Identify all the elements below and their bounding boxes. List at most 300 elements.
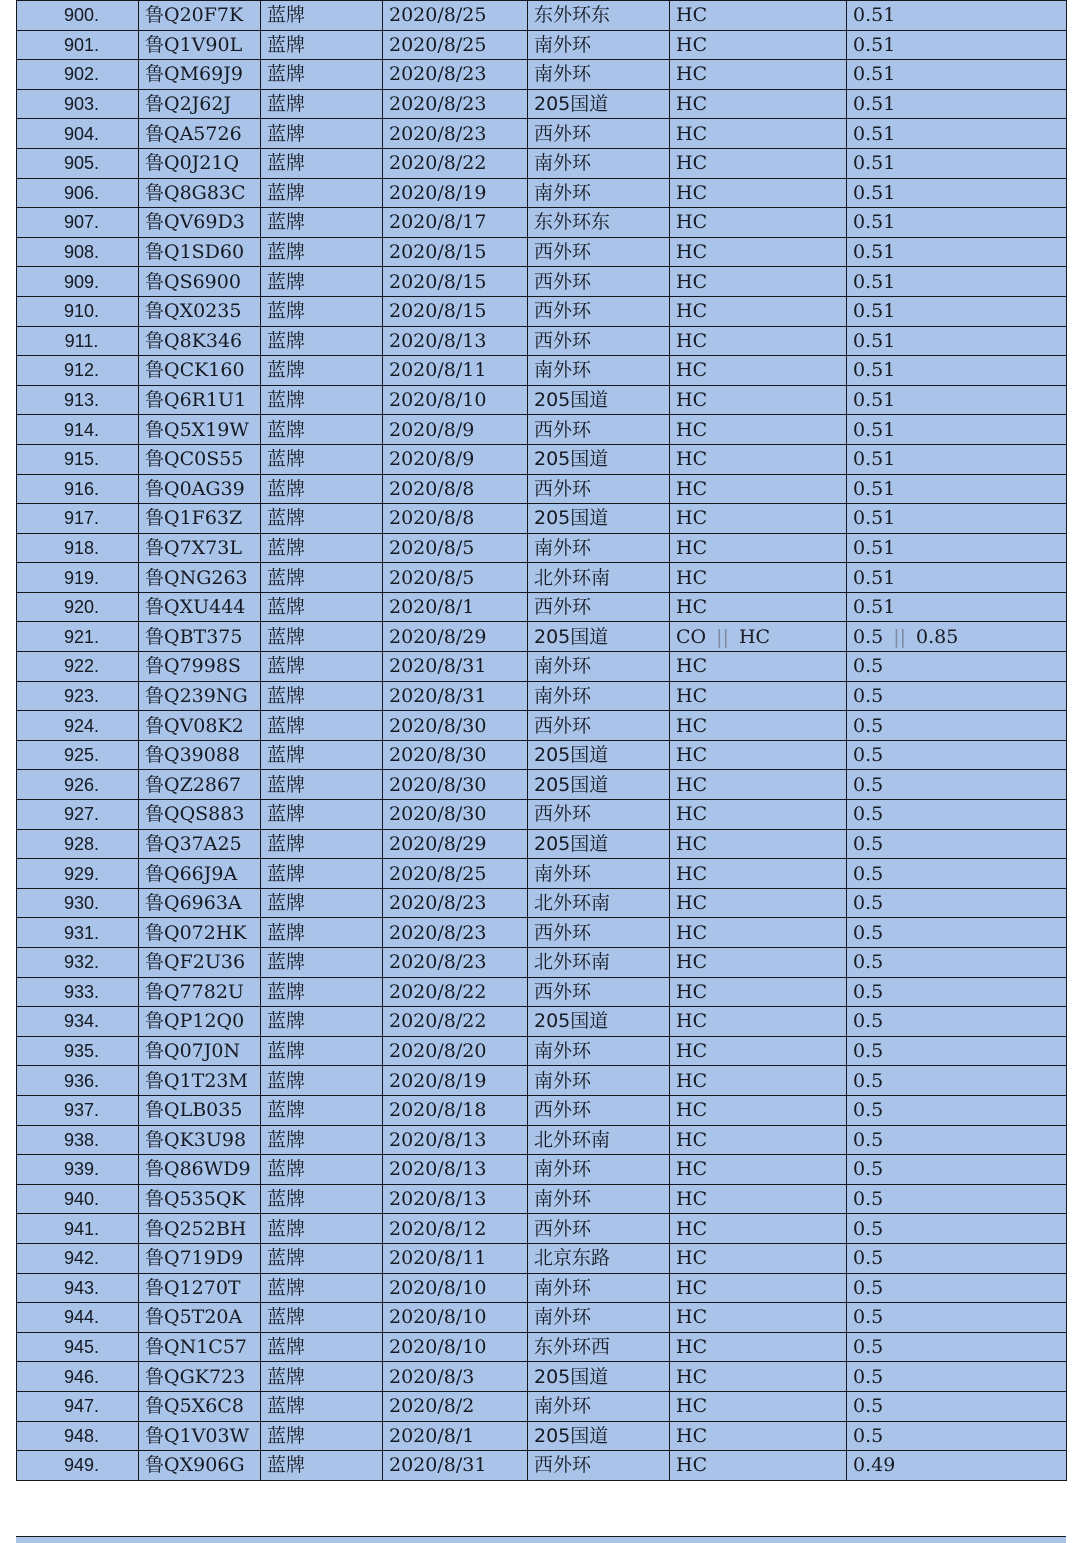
measured-value: 0.5	[847, 1303, 1067, 1333]
plate-number: 鲁Q252BH	[139, 1214, 261, 1244]
table-row	[17, 178, 1067, 208]
row-number: 925.	[17, 740, 139, 770]
pollutant: HC	[670, 829, 847, 859]
table-row	[17, 1421, 1067, 1451]
measured-value: 0.51	[847, 415, 1067, 445]
plate-number: 鲁Q1T23M	[139, 1066, 261, 1096]
plate-number: 鲁QX0235	[139, 296, 261, 326]
row-number: 934.	[17, 1007, 139, 1037]
plate-number: 鲁QLB035	[139, 1095, 261, 1125]
row-number: 944.	[17, 1303, 139, 1333]
plate-category: 蓝牌	[261, 119, 383, 149]
plate-category: 蓝牌	[261, 800, 383, 830]
road-location: 205国道	[528, 1421, 670, 1451]
plate-category: 蓝牌	[261, 237, 383, 267]
pollutant: HC	[670, 1332, 847, 1362]
pollutant: HC	[670, 770, 847, 800]
measured-value: 0.5	[847, 740, 1067, 770]
table-row	[17, 60, 1067, 90]
pollutant: HC	[670, 888, 847, 918]
row-number: 939.	[17, 1155, 139, 1185]
road-location: 南外环	[528, 30, 670, 60]
pollutant: HC	[670, 1451, 847, 1481]
detection-date: 2020/8/31	[383, 652, 528, 682]
measured-value: 0.5	[847, 948, 1067, 978]
road-location: 西外环	[528, 977, 670, 1007]
plate-number: 鲁Q7X73L	[139, 533, 261, 563]
plate-number: 鲁Q0AG39	[139, 474, 261, 504]
plate-number: 鲁QK3U98	[139, 1125, 261, 1155]
plate-number: 鲁Q1V03W	[139, 1421, 261, 1451]
measured-value: 0.5	[847, 888, 1067, 918]
table-row	[17, 1155, 1067, 1185]
table-row	[17, 1125, 1067, 1155]
pollutant: HC	[670, 1391, 847, 1421]
pollutant: HC	[670, 1155, 847, 1185]
road-location: 西外环	[528, 296, 670, 326]
row-number: 916.	[17, 474, 139, 504]
plate-number: 鲁Q239NG	[139, 681, 261, 711]
table-row	[17, 504, 1067, 534]
plate-category: 蓝牌	[261, 504, 383, 534]
pollutant: HC	[670, 267, 847, 297]
table-row	[17, 652, 1067, 682]
detection-date: 2020/8/29	[383, 622, 528, 652]
measured-value: 0.51	[847, 148, 1067, 178]
pollutant: HC	[670, 800, 847, 830]
measured-value: 0.51	[847, 356, 1067, 386]
plate-category: 蓝牌	[261, 1451, 383, 1481]
pollutant: HC	[670, 1007, 847, 1037]
pollutant: HC	[670, 444, 847, 474]
row-number: 932.	[17, 948, 139, 978]
pollutant: HC	[670, 1243, 847, 1273]
detection-date: 2020/8/1	[383, 592, 528, 622]
road-location: 西外环	[528, 1214, 670, 1244]
row-number: 938.	[17, 1125, 139, 1155]
measured-value: 0.51	[847, 474, 1067, 504]
row-number: 935.	[17, 1036, 139, 1066]
plate-number: 鲁Q6963A	[139, 888, 261, 918]
plate-number: 鲁QBT375	[139, 622, 261, 652]
row-number: 908.	[17, 237, 139, 267]
row-number: 943.	[17, 1273, 139, 1303]
measured-value: 0.49	[847, 1451, 1067, 1481]
measured-value: 0.51	[847, 119, 1067, 149]
detection-date: 2020/8/23	[383, 119, 528, 149]
pollutant: HC	[670, 592, 847, 622]
row-number: 904.	[17, 119, 139, 149]
plate-number: 鲁QGK723	[139, 1362, 261, 1392]
pollutant: HC	[670, 918, 847, 948]
row-number: 926.	[17, 770, 139, 800]
plate-number: 鲁Q86WD9	[139, 1155, 261, 1185]
detection-date: 2020/8/5	[383, 533, 528, 563]
table-row	[17, 1273, 1067, 1303]
detection-date: 2020/8/12	[383, 1214, 528, 1244]
measured-value: 0.51	[847, 504, 1067, 534]
plate-category: 蓝牌	[261, 1155, 383, 1185]
detection-date: 2020/8/23	[383, 60, 528, 90]
row-number: 911.	[17, 326, 139, 356]
plate-category: 蓝牌	[261, 1095, 383, 1125]
plate-category: 蓝牌	[261, 296, 383, 326]
plate-number: 鲁QCK160	[139, 356, 261, 386]
pollutant: HC	[670, 1125, 847, 1155]
plate-category: 蓝牌	[261, 859, 383, 889]
plate-number: 鲁QM69J9	[139, 60, 261, 90]
detection-date: 2020/8/9	[383, 444, 528, 474]
pollutant: HC	[670, 740, 847, 770]
plate-category: 蓝牌	[261, 1303, 383, 1333]
measured-value-primary: 0.5	[853, 625, 884, 648]
row-number: 933.	[17, 977, 139, 1007]
plate-category: 蓝牌	[261, 1391, 383, 1421]
road-location: 西外环	[528, 119, 670, 149]
road-location: 西外环	[528, 1095, 670, 1125]
plate-category: 蓝牌	[261, 622, 383, 652]
plate-category: 蓝牌	[261, 1184, 383, 1214]
pollutant: HC	[670, 681, 847, 711]
measured-value: 0.5	[847, 1273, 1067, 1303]
measured-value-secondary: 0.85	[916, 625, 959, 648]
measured-value: 0.51	[847, 296, 1067, 326]
road-location: 南外环	[528, 178, 670, 208]
row-number: 937.	[17, 1095, 139, 1125]
detection-date: 2020/8/15	[383, 296, 528, 326]
row-number: 927.	[17, 800, 139, 830]
measured-value: 0.5	[847, 1332, 1067, 1362]
detection-date: 2020/8/3	[383, 1362, 528, 1392]
table-row	[17, 208, 1067, 238]
plate-category: 蓝牌	[261, 740, 383, 770]
row-number: 905.	[17, 148, 139, 178]
pollutant: HC	[670, 89, 847, 119]
pollutant: HC	[670, 504, 847, 534]
table-row	[17, 948, 1067, 978]
plate-category: 蓝牌	[261, 1362, 383, 1392]
measured-value: 0.51	[847, 30, 1067, 60]
detection-date: 2020/8/23	[383, 918, 528, 948]
row-number: 903.	[17, 89, 139, 119]
measured-value: 0.5	[847, 652, 1067, 682]
plate-category: 蓝牌	[261, 267, 383, 297]
plate-number: 鲁Q1V90L	[139, 30, 261, 60]
pollutant: HC	[670, 1095, 847, 1125]
measured-value: 0.5	[847, 681, 1067, 711]
row-number: 929.	[17, 859, 139, 889]
plate-category: 蓝牌	[261, 770, 383, 800]
measured-value: 0.51	[847, 326, 1067, 356]
measured-value: 0.51	[847, 592, 1067, 622]
plate-number: 鲁Q1270T	[139, 1273, 261, 1303]
detection-date: 2020/8/31	[383, 681, 528, 711]
row-number: 901.	[17, 30, 139, 60]
plate-number: 鲁QV08K2	[139, 711, 261, 741]
plate-category: 蓝牌	[261, 948, 383, 978]
road-location: 南外环	[528, 1036, 670, 1066]
table-row	[17, 119, 1067, 149]
row-number: 940.	[17, 1184, 139, 1214]
measured-value: 0.5	[847, 800, 1067, 830]
detection-date: 2020/8/1	[383, 1421, 528, 1451]
plate-category: 蓝牌	[261, 356, 383, 386]
table-row	[17, 1, 1067, 31]
pollutant: HC	[670, 415, 847, 445]
detection-date: 2020/8/19	[383, 1066, 528, 1096]
measured-value: 0.5	[847, 1036, 1067, 1066]
row-number: 906.	[17, 178, 139, 208]
measured-value: 0.5	[847, 1066, 1067, 1096]
table-row	[17, 1095, 1067, 1125]
row-number: 921.	[17, 622, 139, 652]
plate-category: 蓝牌	[261, 326, 383, 356]
road-location: 西外环	[528, 267, 670, 297]
pollutant: HC	[670, 533, 847, 563]
table-row	[17, 385, 1067, 415]
detection-date: 2020/8/18	[383, 1095, 528, 1125]
table-row	[17, 918, 1067, 948]
measured-value: 0.5	[847, 1007, 1067, 1037]
table-row	[17, 356, 1067, 386]
table-row	[17, 474, 1067, 504]
table-row	[17, 888, 1067, 918]
pollutant: HC	[670, 30, 847, 60]
table-row	[17, 267, 1067, 297]
row-number: 948.	[17, 1421, 139, 1451]
row-number: 914.	[17, 415, 139, 445]
pollutant: HC	[670, 1, 847, 31]
table-row	[17, 444, 1067, 474]
double-bar-separator: ||	[893, 625, 907, 648]
road-location: 205国道	[528, 770, 670, 800]
measured-value: 0.51	[847, 1, 1067, 31]
pollutant: HC	[670, 356, 847, 386]
road-location: 西外环	[528, 326, 670, 356]
pollutant: HC	[670, 474, 847, 504]
pollutant: HC	[670, 1214, 847, 1244]
plate-category: 蓝牌	[261, 1, 383, 31]
table-row	[17, 1007, 1067, 1037]
pollutant: HC	[670, 652, 847, 682]
detection-date: 2020/8/25	[383, 859, 528, 889]
row-number: 923.	[17, 681, 139, 711]
measured-value: 0.5	[847, 859, 1067, 889]
row-number: 945.	[17, 1332, 139, 1362]
plate-category: 蓝牌	[261, 1125, 383, 1155]
plate-number: 鲁QV69D3	[139, 208, 261, 238]
road-location: 南外环	[528, 1066, 670, 1096]
table-row	[17, 148, 1067, 178]
detection-date: 2020/8/25	[383, 30, 528, 60]
measured-value: 0.51	[847, 178, 1067, 208]
plate-number: 鲁Q5X6C8	[139, 1391, 261, 1421]
table-row	[17, 859, 1067, 889]
road-location: 东外环东	[528, 1, 670, 31]
detection-date: 2020/8/11	[383, 1243, 528, 1273]
row-number: 936.	[17, 1066, 139, 1096]
row-number: 922.	[17, 652, 139, 682]
measured-value: 0.5	[847, 1125, 1067, 1155]
detection-date: 2020/8/13	[383, 326, 528, 356]
row-number: 930.	[17, 888, 139, 918]
plate-category: 蓝牌	[261, 829, 383, 859]
table-row	[17, 711, 1067, 741]
road-location: 西外环	[528, 918, 670, 948]
plate-number: 鲁Q37A25	[139, 829, 261, 859]
detection-date: 2020/8/23	[383, 89, 528, 119]
plate-number: 鲁QS6900	[139, 267, 261, 297]
measured-value	[847, 622, 1067, 652]
road-location: 南外环	[528, 356, 670, 386]
road-location: 205国道	[528, 504, 670, 534]
plate-category: 蓝牌	[261, 474, 383, 504]
plate-category: 蓝牌	[261, 178, 383, 208]
measured-value: 0.5	[847, 1391, 1067, 1421]
detection-date: 2020/8/13	[383, 1125, 528, 1155]
row-number: 907.	[17, 208, 139, 238]
plate-number: 鲁QP12Q0	[139, 1007, 261, 1037]
plate-number: 鲁Q66J9A	[139, 859, 261, 889]
plate-number: 鲁Q20F7K	[139, 1, 261, 31]
plate-number: 鲁Q072HK	[139, 918, 261, 948]
plate-number: 鲁QZ2867	[139, 770, 261, 800]
pollutant: HC	[670, 1303, 847, 1333]
pollutant: HC	[670, 296, 847, 326]
plate-category: 蓝牌	[261, 918, 383, 948]
pollutant-secondary: HC	[738, 625, 771, 648]
plate-category: 蓝牌	[261, 385, 383, 415]
table-row	[17, 800, 1067, 830]
plate-number: 鲁Q7782U	[139, 977, 261, 1007]
road-location: 205国道	[528, 740, 670, 770]
measured-value: 0.5	[847, 1184, 1067, 1214]
pollutant: HC	[670, 948, 847, 978]
table-row	[17, 1362, 1067, 1392]
road-location: 东外环东	[528, 208, 670, 238]
plate-category: 蓝牌	[261, 89, 383, 119]
detection-date: 2020/8/30	[383, 711, 528, 741]
detection-date: 2020/8/10	[383, 385, 528, 415]
road-location: 南外环	[528, 533, 670, 563]
pollutant: HC	[670, 711, 847, 741]
table-row	[17, 1391, 1067, 1421]
row-number: 917.	[17, 504, 139, 534]
table-row	[17, 622, 1067, 652]
row-number: 900.	[17, 1, 139, 31]
measured-value: 0.5	[847, 918, 1067, 948]
detection-date: 2020/8/17	[383, 208, 528, 238]
plate-number: 鲁QX906G	[139, 1451, 261, 1481]
road-location: 205国道	[528, 385, 670, 415]
detection-date: 2020/8/30	[383, 800, 528, 830]
measured-value: 0.5	[847, 1095, 1067, 1125]
plate-number: 鲁Q2J62J	[139, 89, 261, 119]
measured-value: 0.51	[847, 267, 1067, 297]
plate-category: 蓝牌	[261, 592, 383, 622]
plate-number: 鲁QQS883	[139, 800, 261, 830]
plate-number: 鲁Q39088	[139, 740, 261, 770]
detection-date: 2020/8/30	[383, 770, 528, 800]
plate-category: 蓝牌	[261, 1214, 383, 1244]
road-location: 南外环	[528, 1391, 670, 1421]
plate-category: 蓝牌	[261, 208, 383, 238]
table-row	[17, 977, 1067, 1007]
plate-category: 蓝牌	[261, 681, 383, 711]
detection-date: 2020/8/11	[383, 356, 528, 386]
detection-date: 2020/8/22	[383, 977, 528, 1007]
table-row	[17, 326, 1067, 356]
plate-number: 鲁Q8G83C	[139, 178, 261, 208]
road-location: 北外环南	[528, 563, 670, 593]
plate-number: 鲁Q535QK	[139, 1184, 261, 1214]
plate-number: 鲁QN1C57	[139, 1332, 261, 1362]
detection-date: 2020/8/5	[383, 563, 528, 593]
plate-category: 蓝牌	[261, 444, 383, 474]
violation-table	[16, 0, 1067, 1481]
measured-value: 0.5	[847, 1155, 1067, 1185]
table-row	[17, 563, 1067, 593]
plate-category: 蓝牌	[261, 977, 383, 1007]
row-number: 915.	[17, 444, 139, 474]
road-location: 西外环	[528, 237, 670, 267]
table-row	[17, 1243, 1067, 1273]
detection-date: 2020/8/9	[383, 415, 528, 445]
row-number: 918.	[17, 533, 139, 563]
road-location: 北外环南	[528, 1125, 670, 1155]
pollutant: HC	[670, 326, 847, 356]
road-location: 南外环	[528, 60, 670, 90]
plate-category: 蓝牌	[261, 60, 383, 90]
plate-number: 鲁Q7998S	[139, 652, 261, 682]
detection-date: 2020/8/8	[383, 504, 528, 534]
detection-date: 2020/8/2	[383, 1391, 528, 1421]
road-location: 205国道	[528, 89, 670, 119]
road-location: 南外环	[528, 1273, 670, 1303]
row-number: 947.	[17, 1391, 139, 1421]
road-location: 205国道	[528, 444, 670, 474]
pollutant: HC	[670, 119, 847, 149]
plate-number: 鲁Q5X19W	[139, 415, 261, 445]
pollutant: HC	[670, 148, 847, 178]
detection-date: 2020/8/15	[383, 237, 528, 267]
road-location: 西外环	[528, 711, 670, 741]
table-row	[17, 592, 1067, 622]
measured-value: 0.51	[847, 237, 1067, 267]
road-location: 北外环南	[528, 948, 670, 978]
row-number: 909.	[17, 267, 139, 297]
road-location: 南外环	[528, 652, 670, 682]
table-row	[17, 829, 1067, 859]
plate-number: 鲁Q1SD60	[139, 237, 261, 267]
road-location: 南外环	[528, 1303, 670, 1333]
pollutant: HC	[670, 178, 847, 208]
road-location: 西外环	[528, 1451, 670, 1481]
table-row	[17, 1303, 1067, 1333]
plate-category: 蓝牌	[261, 563, 383, 593]
double-bar-separator: ||	[716, 625, 729, 648]
plate-number: 鲁Q719D9	[139, 1243, 261, 1273]
detection-date: 2020/8/10	[383, 1273, 528, 1303]
road-location: 205国道	[528, 829, 670, 859]
road-location: 南外环	[528, 148, 670, 178]
measured-value: 0.51	[847, 444, 1067, 474]
table-row	[17, 296, 1067, 326]
measured-value: 0.51	[847, 60, 1067, 90]
measured-value: 0.5	[847, 1362, 1067, 1392]
plate-category: 蓝牌	[261, 148, 383, 178]
table-row	[17, 1036, 1067, 1066]
